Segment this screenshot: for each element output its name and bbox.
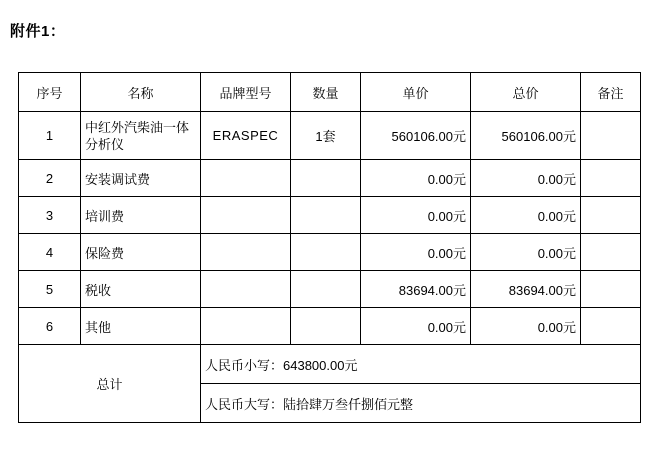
cell-total-price: 560106.00元 [471,112,581,160]
cell-total-price: 0.00元 [471,234,581,271]
cell-note [581,197,641,234]
cell-name: 保险费 [81,234,201,271]
cell-quantity [291,197,361,234]
summary-amount-lower-case: 人民币小写：643800.00元 [201,345,641,384]
cell-note [581,271,641,308]
column-header-note: 备注 [581,73,641,112]
summary-row-lower-case [19,345,641,384]
column-header-total-price: 总价 [471,73,581,112]
cell-seq: 6 [19,308,81,345]
cell-quantity [291,234,361,271]
cell-note [581,160,641,197]
cell-unit-price: 0.00元 [361,160,471,197]
cell-quantity [291,271,361,308]
column-header-seq: 序号 [19,73,81,112]
cell-quantity: 1套 [291,112,361,160]
cell-note [581,112,641,160]
table-row [19,234,641,271]
cell-note [581,308,641,345]
cell-unit-price: 0.00元 [361,234,471,271]
summary-amount-upper-case: 人民币大写：陆拾肆万叁仟捌佰元整 [201,384,641,423]
cell-model: ERASPEC [201,112,291,160]
cell-unit-price: 83694.00元 [361,271,471,308]
page-title: 附件1： [10,23,66,40]
cell-seq: 3 [19,197,81,234]
column-header-name: 名称 [81,73,201,112]
cell-model [201,197,291,234]
cell-quantity [291,160,361,197]
cell-total-price: 83694.00元 [471,271,581,308]
cell-name: 培训费 [81,197,201,234]
cell-model [201,271,291,308]
cell-note [581,234,641,271]
cell-unit-price: 0.00元 [361,197,471,234]
cell-total-price: 0.00元 [471,160,581,197]
cell-seq: 4 [19,234,81,271]
quotation-table [18,72,641,423]
summary-label: 总计 [19,345,201,423]
table-row [19,308,641,345]
cell-name: 中红外汽柴油一体分析仪 [81,112,201,160]
cell-model [201,160,291,197]
cell-name: 安装调试费 [81,160,201,197]
cell-name: 税收 [81,271,201,308]
table-row [19,197,641,234]
table-row [19,112,641,160]
cell-model [201,308,291,345]
cell-total-price: 0.00元 [471,308,581,345]
table-body [19,112,641,423]
cell-quantity [291,308,361,345]
cell-model [201,234,291,271]
table-row [19,271,641,308]
cell-seq: 2 [19,160,81,197]
cell-seq: 1 [19,112,81,160]
table-header [19,73,641,112]
table-row [19,160,641,197]
column-header-unit-price: 单价 [361,73,471,112]
quotation-table-container [18,72,640,423]
cell-name: 其他 [81,308,201,345]
cell-unit-price: 560106.00元 [361,112,471,160]
cell-seq: 5 [19,271,81,308]
column-header-quantity: 数量 [291,73,361,112]
cell-total-price: 0.00元 [471,197,581,234]
cell-unit-price: 0.00元 [361,308,471,345]
table-header-row [19,73,641,112]
column-header-model: 品牌型号 [201,73,291,112]
